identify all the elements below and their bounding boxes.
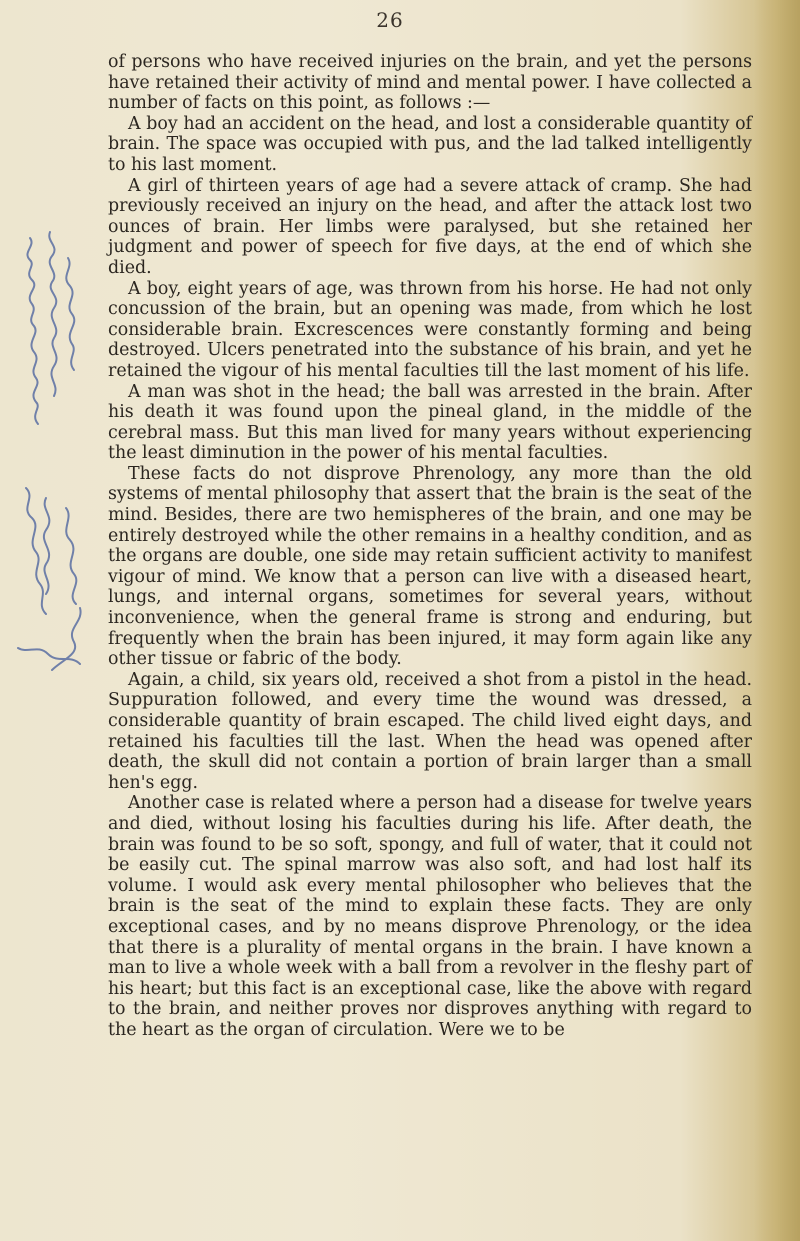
paragraph: A man was shot in the head; the ball was arrested in the brain. After his death it was found upon the pineal gland, in the middle of the cerebral mass. But this man lived for many years without experiencing the least diminution in the power of his mental faculties. — [108, 381, 752, 464]
body-text — [108, 52, 752, 1041]
handwritten-margin-note — [10, 228, 102, 728]
paragraph: A girl of thirteen years of age had a severe attack of cramp. She had previously received an injury on the head, and after the attack lost two ounces of brain. Her limbs were paralysed, but she retained her judgment and power of speech for five days, at the end of which she died. — [108, 175, 752, 278]
paragraph: Another case is related where a person had a disease for twelve years and died, without losing his faculties during his life. After death, the brain was found to be so soft, spongy, and full of water, that it could not be easily cut. The spinal marrow was also soft, and had lost half its volume. I would ask every mental philosopher who believes that the brain is the seat of the mind to explain these facts. They are only exceptional cases, and by no means disprove Phrenology, or the idea that there is a plurality of mental organs in the brain. I have known a man to live a whole week with a ball from a revolver in the fleshy part of his heart; but this fact is an exceptional case, like the above with regard to the brain, and neither proves nor disproves anything with regard to the heart as the organ of circulation. Were we to be — [108, 793, 752, 1040]
paragraph: A boy had an accident on the head, and lost a considerable quantity of brain. The space was occupied with pus, and the lad talked intelligently to his last moment. — [108, 113, 752, 175]
page-edge-shadow — [754, 0, 800, 1241]
paragraph: Again, a child, six years old, received a shot from a pistol in the head. Suppuration followed, and every time the wound was dressed, a considerable quantity of brain escaped. The child lived eight days, and retained his faculties till the last. When the head was opened after death, the skull did not contain a portion of brain larger than a small hen's egg. — [108, 669, 752, 793]
page-number: 26 — [376, 8, 404, 32]
paragraph: of persons who have received injuries on the brain, and yet the persons have retained their activity of mind and mental power. I have collected a number of facts on this point, as follows :— — [108, 52, 752, 114]
paragraph: These facts do not disprove Phrenology, any more than the old systems of mental philosophy that assert that the brain is the seat of the mind. Besides, there are two hemispheres of the brain, and one may be entirely destroyed while the other remains in a healthy condition, and as the organs are double, one side may retain sufficient activity to manifest vigour of mind. We know that a person can live with a diseased heart, lungs, and internal organs, sometimes for several years, without inconvenience, when the general frame is strong and enduring, but frequently when the brain has been injured, it may form again like any other tissue or fabric of the body. — [108, 463, 752, 670]
paragraph: A boy, eight years of age, was thrown from his horse. He had not only concussion of the brain, but an opening was made, from which he lost considerable brain. Excrescences were constantly forming and being destroyed. Ulcers penetrated into the substance of his brain, and yet he retained the vigour of his mental faculties till the last moment of his life. — [108, 278, 752, 381]
